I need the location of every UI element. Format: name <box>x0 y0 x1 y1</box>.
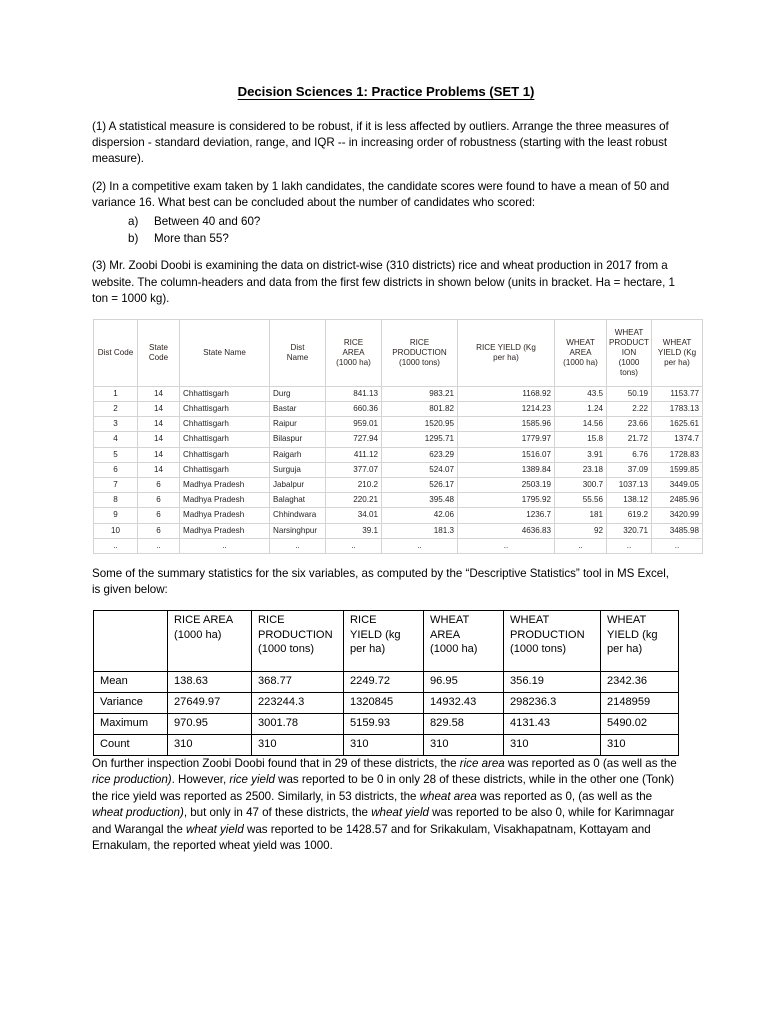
summary-cell-rice-production: 368.77 <box>252 671 344 692</box>
summary-cell-rice-production: 223244.3 <box>252 692 344 713</box>
cell-wheat-production: 320.71 <box>607 523 652 538</box>
summary-statistics-table <box>93 610 679 756</box>
summary-cell-rice-yield: 1320845 <box>344 692 424 713</box>
cell-rice-yield: 1795.92 <box>458 493 555 508</box>
cell-dist-code: 2 <box>94 401 138 416</box>
table-row <box>94 508 703 523</box>
cell-wheat-yield: 3449.05 <box>652 477 703 492</box>
table-row <box>94 462 703 477</box>
cell-wheat-yield: 1728.83 <box>652 447 703 462</box>
cell-wheat-area: 23.18 <box>555 462 607 477</box>
table-row-ellipsis <box>94 538 703 553</box>
cell-wheat-area: 3.91 <box>555 447 607 462</box>
cell-rice-area: 39.1 <box>326 523 382 538</box>
question-1-paragraph: (1) A statistical measure is considered to be robust, if it is less affected by outliers. Arrange the three measures of dispersion - standard deviation, range, and IQR -- in increasing order of robustness (starting with the least robust measure). <box>92 119 669 166</box>
summary-header-wheat-area: WHEAT AREA (1000 ha) <box>424 610 504 671</box>
emphasised-term: wheat yield <box>371 806 429 820</box>
cell-ellipsis: .. <box>326 538 382 553</box>
summary-cell-wheat-production: 356.19 <box>504 671 601 692</box>
cell-rice-area: 34.01 <box>326 508 382 523</box>
summary-cell-rice-yield: 2249.72 <box>344 671 424 692</box>
cell-wheat-production: 6.76 <box>607 447 652 462</box>
cell-wheat-yield: 1625.61 <box>652 417 703 432</box>
cell-rice-production: 1295.71 <box>382 432 458 447</box>
cell-rice-production: 1520.95 <box>382 417 458 432</box>
cell-wheat-yield: 3485.98 <box>652 523 703 538</box>
table-row <box>94 523 703 538</box>
cell-state-code: 14 <box>138 386 180 401</box>
emphasised-term: wheat yield <box>185 822 244 836</box>
closing-text-run: was reported to be also 0, while for Karimnagar and Warangal the <box>92 806 675 836</box>
summary-cell-wheat-area: 96.95 <box>424 671 504 692</box>
district-data-table <box>93 319 703 554</box>
cell-state-name: Madhya Pradesh <box>180 523 270 538</box>
cell-state-code: 6 <box>138 477 180 492</box>
cell-state-code: 14 <box>138 417 180 432</box>
cell-rice-area: 959.01 <box>326 417 382 432</box>
summary-cell-wheat-area: 14932.43 <box>424 692 504 713</box>
emphasised-term: wheat area <box>419 789 477 803</box>
cell-state-name: Chhattisgarh <box>180 432 270 447</box>
summary-header-wheat-production: WHEAT PRODUCTION (1000 tons) <box>504 610 601 671</box>
closing-text-run: , but only in 47 of these districts, the <box>183 806 372 820</box>
cell-dist-name: Bastar <box>270 401 326 416</box>
emphasised-term: wheat production) <box>92 806 184 820</box>
cell-dist-name: Raigarh <box>270 447 326 462</box>
cell-rice-production: 801.82 <box>382 401 458 416</box>
summary-row-label: Count <box>94 734 168 755</box>
cell-rice-area: 841.13 <box>326 386 382 401</box>
emphasised-term: rice production) <box>92 773 172 787</box>
cell-wheat-production: 138.12 <box>607 493 652 508</box>
table-row <box>94 477 703 492</box>
cell-state-code: 14 <box>138 401 180 416</box>
cell-ellipsis: .. <box>458 538 555 553</box>
cell-ellipsis: .. <box>138 538 180 553</box>
cell-rice-yield: 4636.83 <box>458 523 555 538</box>
cell-ellipsis: .. <box>94 538 138 553</box>
district-table-header-row <box>94 319 703 386</box>
cell-wheat-yield: 3420.99 <box>652 508 703 523</box>
cell-rice-yield: 1516.07 <box>458 447 555 462</box>
page-title-text: Decision Sciences 1: Practice Problems (SET 1) <box>237 84 535 99</box>
cell-ellipsis: .. <box>652 538 703 553</box>
cell-dist-name: Jabalpur <box>270 477 326 492</box>
summary-cell-rice-yield: 5159.93 <box>344 713 424 734</box>
cell-state-name: Chhattisgarh <box>180 417 270 432</box>
cell-state-name: Chhattisgarh <box>180 447 270 462</box>
summary-cell-rice-production: 3001.78 <box>252 713 344 734</box>
closing-text-run: On further inspection Zoobi Doobi found that in 29 of these districts, the <box>92 756 460 770</box>
summary-header-rice-production: RICE PRODUCTION (1000 tons) <box>252 610 344 671</box>
cell-wheat-production: 619.2 <box>607 508 652 523</box>
summary-cell-rice-area: 970.95 <box>168 713 252 734</box>
option-label: Between 40 and 60? <box>154 214 261 228</box>
summary-table-body <box>94 671 679 755</box>
cell-ellipsis: .. <box>270 538 326 553</box>
cell-dist-code: 3 <box>94 417 138 432</box>
column-header-state-name: State Name <box>180 319 270 386</box>
page-title <box>92 84 680 101</box>
cell-wheat-production: 1037.13 <box>607 477 652 492</box>
cell-wheat-yield: 1374.7 <box>652 432 703 447</box>
cell-state-code: 6 <box>138 523 180 538</box>
column-header-wheat-yield: WHEAT YIELD (Kg per ha) <box>652 319 703 386</box>
cell-dist-code: 5 <box>94 447 138 462</box>
column-header-rice-production: RICE PRODUCTION (1000 tons) <box>382 319 458 386</box>
summary-cell-rice-yield: 310 <box>344 734 424 755</box>
table-row <box>94 401 703 416</box>
cell-rice-area: 727.94 <box>326 432 382 447</box>
cell-wheat-area: 1.24 <box>555 401 607 416</box>
table-row <box>94 493 703 508</box>
cell-wheat-area: 92 <box>555 523 607 538</box>
column-header-dist-name: Dist Name <box>270 319 326 386</box>
question-2-paragraph: (2) In a competitive exam taken by 1 lakh candidates, the candidate scores were found to have a mean of 50 and variance 16. What best can be concluded about the number of candidates who scored: <box>92 179 670 210</box>
cell-dist-code: 1 <box>94 386 138 401</box>
summary-statistics-table-wrapper <box>93 610 680 756</box>
cell-dist-name: Balaghat <box>270 493 326 508</box>
district-table-head <box>94 319 703 386</box>
cell-wheat-area: 15.8 <box>555 432 607 447</box>
table-row <box>94 734 679 755</box>
summary-intro-paragraph: Some of the summary statistics for the six variables, as computed by the “Descriptive Statistics” tool in MS Excel, is given below: <box>92 566 669 597</box>
summary-row-label: Maximum <box>94 713 168 734</box>
cell-wheat-production: 21.72 <box>607 432 652 447</box>
cell-rice-area: 220.21 <box>326 493 382 508</box>
column-header-state-code: State Code <box>138 319 180 386</box>
cell-wheat-yield: 1783.13 <box>652 401 703 416</box>
cell-wheat-area: 14.56 <box>555 417 607 432</box>
column-header-rice-yield: RICE YIELD (Kg per ha) <box>458 319 555 386</box>
cell-rice-yield: 1168.92 <box>458 386 555 401</box>
summary-cell-wheat-yield: 5490.02 <box>601 713 679 734</box>
cell-wheat-area: 300.7 <box>555 477 607 492</box>
cell-dist-name: Durg <box>270 386 326 401</box>
summary-cell-rice-area: 27649.97 <box>168 692 252 713</box>
cell-rice-production: 526.17 <box>382 477 458 492</box>
cell-rice-production: 395.48 <box>382 493 458 508</box>
district-table-body <box>94 386 703 553</box>
cell-state-name: Madhya Pradesh <box>180 493 270 508</box>
option-label: More than 55? <box>154 231 229 245</box>
cell-state-code: 14 <box>138 462 180 477</box>
summary-cell-wheat-yield: 310 <box>601 734 679 755</box>
cell-rice-yield: 1236.7 <box>458 508 555 523</box>
closing-text-run: was reported as 0, (as well as the <box>476 789 653 803</box>
closing-text-run: . However, <box>171 773 230 787</box>
emphasised-term: rice yield <box>229 773 275 787</box>
cell-wheat-production: 37.09 <box>607 462 652 477</box>
cell-rice-yield: 1389.84 <box>458 462 555 477</box>
closing-text-run: was reported to be 1428.57 and for Srikakulam, Visakhapatnam, Kottayam and Ernakulam, the reported wheat yield was 1000. <box>92 822 651 853</box>
column-header-wheat-production: WHEAT PRODUCT ION (1000 tons) <box>607 319 652 386</box>
summary-cell-wheat-production: 310 <box>504 734 601 755</box>
table-row <box>94 447 703 462</box>
cell-dist-code: 8 <box>94 493 138 508</box>
cell-ellipsis: .. <box>607 538 652 553</box>
summary-corner-cell <box>94 610 168 671</box>
summary-cell-wheat-area: 310 <box>424 734 504 755</box>
summary-cell-wheat-area: 829.58 <box>424 713 504 734</box>
table-row <box>94 417 703 432</box>
summary-cell-rice-production: 310 <box>252 734 344 755</box>
summary-cell-rice-area: 310 <box>168 734 252 755</box>
cell-rice-production: 983.21 <box>382 386 458 401</box>
list-item <box>128 231 680 248</box>
summary-cell-rice-area: 138.63 <box>168 671 252 692</box>
cell-rice-production: 181.3 <box>382 523 458 538</box>
cell-wheat-yield: 2485.96 <box>652 493 703 508</box>
cell-dist-code: 9 <box>94 508 138 523</box>
question-2-options <box>92 214 680 248</box>
cell-dist-code: 4 <box>94 432 138 447</box>
cell-wheat-yield: 1599.85 <box>652 462 703 477</box>
cell-rice-yield: 1214.23 <box>458 401 555 416</box>
cell-rice-yield: 2503.19 <box>458 477 555 492</box>
cell-wheat-yield: 1153.77 <box>652 386 703 401</box>
closing-text-run: was reported as 0 (as well as the <box>504 756 677 770</box>
cell-dist-code: 10 <box>94 523 138 538</box>
cell-wheat-area: 55.56 <box>555 493 607 508</box>
cell-wheat-production: 2.22 <box>607 401 652 416</box>
summary-row-label: Mean <box>94 671 168 692</box>
closing-paragraph <box>92 756 680 855</box>
cell-rice-area: 411.12 <box>326 447 382 462</box>
cell-ellipsis: .. <box>555 538 607 553</box>
cell-dist-name: Narsinghpur <box>270 523 326 538</box>
cell-dist-code: 7 <box>94 477 138 492</box>
cell-state-name: Madhya Pradesh <box>180 477 270 492</box>
cell-state-code: 14 <box>138 432 180 447</box>
cell-state-code: 6 <box>138 508 180 523</box>
cell-dist-name: Surguja <box>270 462 326 477</box>
summary-cell-wheat-production: 4131.43 <box>504 713 601 734</box>
summary-header-wheat-yield: WHEAT YIELD (kg per ha) <box>601 610 679 671</box>
cell-state-name: Chhattisgarh <box>180 462 270 477</box>
summary-header-row <box>94 610 679 671</box>
cell-state-code: 14 <box>138 447 180 462</box>
district-data-table-wrapper <box>93 319 699 554</box>
summary-cell-wheat-production: 298236.3 <box>504 692 601 713</box>
cell-rice-production: 623.29 <box>382 447 458 462</box>
cell-wheat-production: 23.66 <box>607 417 652 432</box>
cell-state-name: Chhattisgarh <box>180 386 270 401</box>
table-row <box>94 692 679 713</box>
closing-text-run: was reported to be 0 in only 28 of these districts, while in the other one (Tonk) the rice yield was reported as 2500. Similarly, in 53 districts, the <box>92 773 675 803</box>
summary-cell-wheat-yield: 2342.36 <box>601 671 679 692</box>
summary-table-head <box>94 610 679 671</box>
summary-header-rice-area: RICE AREA (1000 ha) <box>168 610 252 671</box>
cell-state-code: 6 <box>138 493 180 508</box>
cell-rice-area: 210.2 <box>326 477 382 492</box>
column-header-rice-area: RICE AREA (1000 ha) <box>326 319 382 386</box>
cell-ellipsis: .. <box>180 538 270 553</box>
cell-ellipsis: .. <box>382 538 458 553</box>
cell-dist-name: Raipur <box>270 417 326 432</box>
cell-rice-yield: 1585.96 <box>458 417 555 432</box>
cell-wheat-area: 43.5 <box>555 386 607 401</box>
cell-dist-name: Chhindwara <box>270 508 326 523</box>
list-item <box>128 214 680 231</box>
cell-state-name: Madhya Pradesh <box>180 508 270 523</box>
table-row <box>94 671 679 692</box>
summary-row-label: Variance <box>94 692 168 713</box>
cell-rice-area: 660.36 <box>326 401 382 416</box>
option-marker: a) <box>128 214 139 228</box>
cell-dist-code: 6 <box>94 462 138 477</box>
column-header-wheat-area: WHEAT AREA (1000 ha) <box>555 319 607 386</box>
summary-header-rice-yield: RICE YIELD (kg per ha) <box>344 610 424 671</box>
table-row <box>94 432 703 447</box>
cell-dist-name: Bilaspur <box>270 432 326 447</box>
cell-rice-production: 42.06 <box>382 508 458 523</box>
emphasised-term: rice area <box>459 756 505 770</box>
summary-cell-wheat-yield: 2148959 <box>601 692 679 713</box>
cell-wheat-area: 181 <box>555 508 607 523</box>
table-row <box>94 386 703 401</box>
cell-rice-area: 377.07 <box>326 462 382 477</box>
cell-wheat-production: 50.19 <box>607 386 652 401</box>
question-3-paragraph: (3) Mr. Zoobi Doobi is examining the data on district-wise (310 districts) rice and wheat production in 2017 from a website. The column-headers and data from the first few districts in shown below (units in bracket. Ha = hectare, 1 ton = 1000 kg). <box>92 259 675 306</box>
table-row <box>94 713 679 734</box>
cell-state-name: Chhattisgarh <box>180 401 270 416</box>
option-marker: b) <box>128 231 139 245</box>
cell-rice-production: 524.07 <box>382 462 458 477</box>
column-header-dist-code: Dist Code <box>94 319 138 386</box>
cell-rice-yield: 1779.97 <box>458 432 555 447</box>
